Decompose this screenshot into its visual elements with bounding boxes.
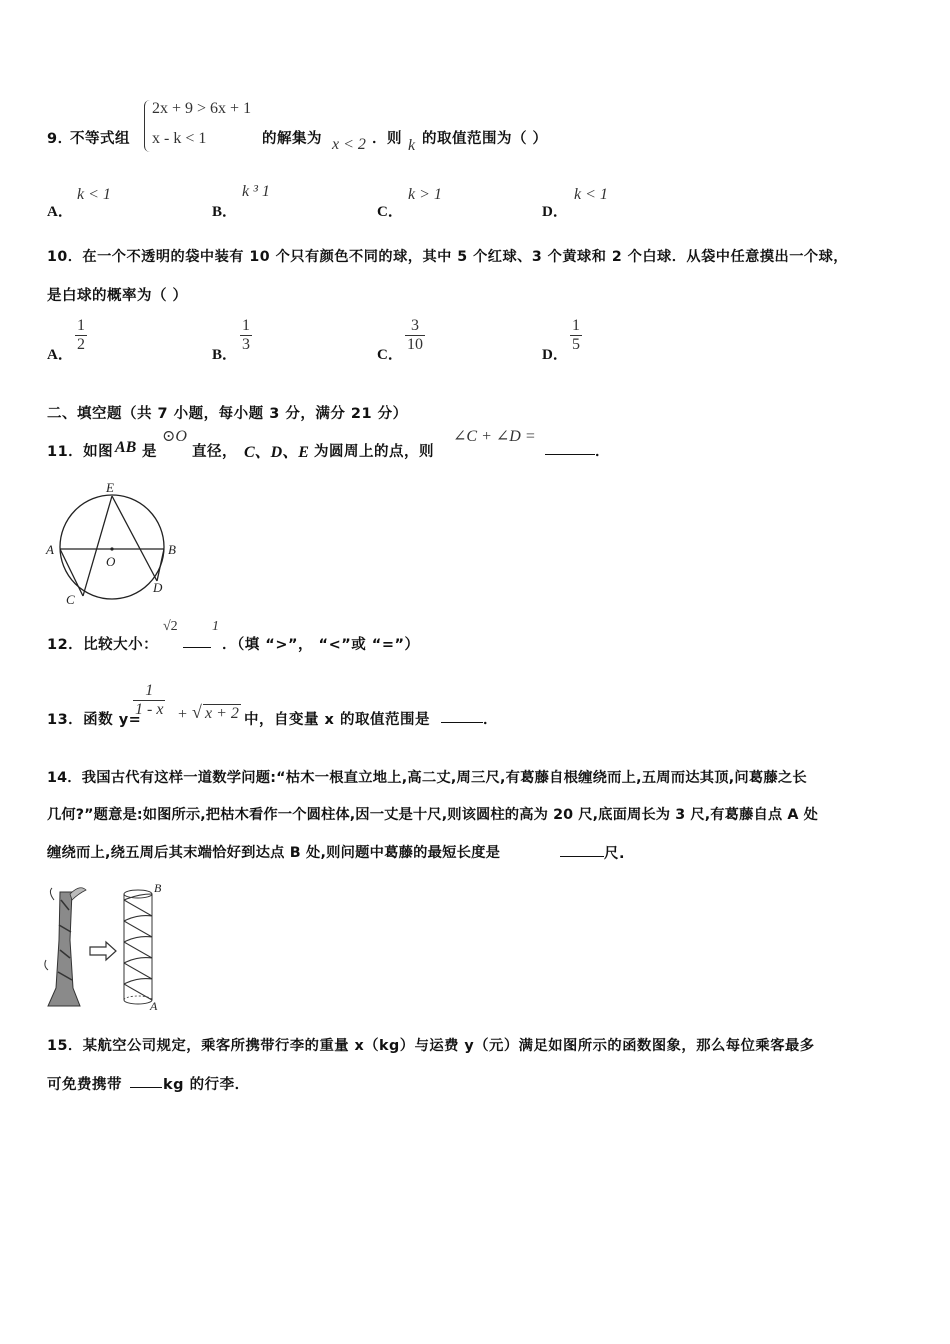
- chord-ed: [112, 496, 157, 581]
- q10-option-b-letter: B．: [212, 347, 238, 363]
- q10-option-a-den: 2: [77, 336, 85, 353]
- q13-frac-num: 1: [145, 682, 154, 699]
- q10-option-d-fraction: [570, 317, 582, 354]
- q13-suffix: 中，自变量 x 的取值范围是: [244, 712, 430, 728]
- circle-outline: [60, 495, 164, 599]
- q10-option-d-letter: D．: [542, 347, 568, 363]
- q9-option-c-expr: k > 1: [408, 186, 442, 203]
- label-a: A: [46, 542, 54, 557]
- q10-option-c-den: 10: [407, 336, 423, 353]
- q9-option-a-letter: A．: [47, 204, 73, 220]
- q14-line2: 几何?”题意是:如图所示,把枯木看作一个圆柱体,因一丈是十尺,则该圆柱的高为 20 尺,底面周长为 3 尺,有葛藤自点 A 处: [47, 807, 818, 823]
- label-b-cylinder: B: [154, 881, 162, 895]
- q10-option-a-letter: A．: [47, 347, 73, 363]
- q10-option-c-fraction: [405, 317, 425, 354]
- q10-option-b-fraction: [240, 317, 252, 354]
- q9-option-b-expr: k ³ 1: [242, 183, 270, 200]
- q9-var: k: [408, 137, 416, 154]
- q12-prefix: 12．比较大小：: [47, 637, 159, 653]
- q10-option-a-fraction: [75, 317, 87, 354]
- q13-answer-blank[interactable]: [441, 708, 483, 727]
- q9-number: 9．: [47, 131, 73, 147]
- q9-mid: 的解集为: [262, 131, 322, 147]
- q9-prefix: 不等式组: [70, 131, 130, 147]
- q11-expr: ∠C + ∠D =: [453, 428, 536, 445]
- q10-option-a-num: 1: [77, 317, 85, 334]
- q11-points: C、D、E: [244, 444, 309, 461]
- label-o: O: [106, 554, 116, 569]
- q11-prefix: 11．如图: [47, 444, 114, 460]
- q9-system-line1: 2x + 9 > 6x + 1: [152, 100, 252, 117]
- label-d: D: [153, 580, 163, 595]
- section2-title: 二、填空题（共 7 小题，每小题 3 分，满分 21 分）: [47, 406, 408, 422]
- q13-sqrt: x + 2: [205, 705, 239, 722]
- q13-sqrt-icon: √: [192, 702, 202, 722]
- q9-suffix: 的取值范围为（ ）: [422, 131, 548, 147]
- q9-solution: x < 2: [332, 136, 366, 153]
- q9-option-b-letter: B．: [212, 204, 238, 220]
- q14-answer-blank[interactable]: [560, 842, 604, 861]
- q15-line1: 15．某航空公司规定，乘客所携带行李的重量 x（kg）与运费 y（元）满足如图所示的函数图象，那么每位乘客最多: [47, 1038, 815, 1054]
- q10-line2: 是白球的概率为（ ）: [47, 288, 188, 304]
- q14-line3a: 缠绕而上,绕五周后其末端恰好到达点 B 处,则问题中葛藤的最短长度是: [47, 845, 501, 861]
- q11-ab: AB: [115, 439, 137, 456]
- chord-bd: [157, 549, 164, 581]
- q9-system-line2: x - k < 1: [152, 130, 207, 147]
- q15-answer-blank[interactable]: [130, 1073, 162, 1092]
- q10-option-c-letter: C．: [377, 347, 403, 363]
- q13-fraction: [133, 682, 165, 719]
- q9-option-a-expr: k < 1: [77, 186, 111, 203]
- q9-then: ．则: [372, 131, 402, 147]
- cylinder-icon: [124, 890, 152, 1004]
- q9-option-d-expr: k < 1: [574, 186, 608, 203]
- label-a-cylinder: A: [150, 999, 158, 1013]
- q12-left: √2: [163, 619, 178, 634]
- q11-circle: ⊙O: [162, 428, 187, 445]
- q14-line3b: 尺.: [604, 846, 626, 862]
- q9-option-d-letter: D．: [542, 204, 568, 220]
- chord-ec: [83, 496, 112, 596]
- q10-option-c-num: 3: [411, 317, 419, 334]
- arrow-right-icon: [90, 942, 116, 960]
- q14-line1: 14．我国古代有这样一道数学问题:“枯木一根直立地上,高二丈,周三尺,有葛藤自根缠绕而上,五周而达其顶,问葛藤之长: [47, 770, 807, 786]
- q11-is: 是: [142, 444, 157, 460]
- circle-figure: [40, 478, 190, 610]
- q11-answer-blank[interactable]: [545, 440, 595, 459]
- q10-line1: 10．在一个不透明的袋中装有 10 个只有颜色不同的球，其中 5 个红球、3 个黄球和 2 个白球．从袋中任意摸出一个球，: [47, 249, 848, 265]
- q13-plus: +: [178, 706, 188, 723]
- q12-suffix: ．（填 “>”， “<”或 “=”）: [222, 637, 420, 653]
- q13-prefix: 13．函数 y=: [47, 712, 142, 728]
- q12-right: 1: [212, 619, 219, 634]
- center-point: [110, 547, 113, 550]
- label-e: E: [106, 480, 114, 495]
- tree-trunk-icon: [45, 888, 86, 1006]
- q13-end: ．: [483, 712, 498, 728]
- q15-line2b: kg 的行李．: [163, 1077, 250, 1093]
- q11-rest: 为圆周上的点，则: [314, 444, 434, 460]
- q10-option-b-num: 1: [242, 317, 250, 334]
- label-b: B: [168, 542, 176, 557]
- q15-line2a: 可免费携带: [47, 1077, 122, 1093]
- q12-answer-blank[interactable]: [183, 633, 211, 652]
- q10-option-b-den: 3: [242, 336, 250, 353]
- chord-ac: [60, 549, 83, 596]
- q9-option-c-letter: C．: [377, 204, 403, 220]
- q11-end: ．: [595, 444, 610, 460]
- label-c: C: [66, 592, 75, 607]
- q10-option-d-num: 1: [572, 317, 580, 334]
- q10-option-d-den: 5: [572, 336, 580, 353]
- tree-cylinder-figure: [40, 880, 170, 1015]
- q11-mid: 直径，: [192, 444, 237, 460]
- q13-frac-den: 1 - x: [135, 701, 164, 718]
